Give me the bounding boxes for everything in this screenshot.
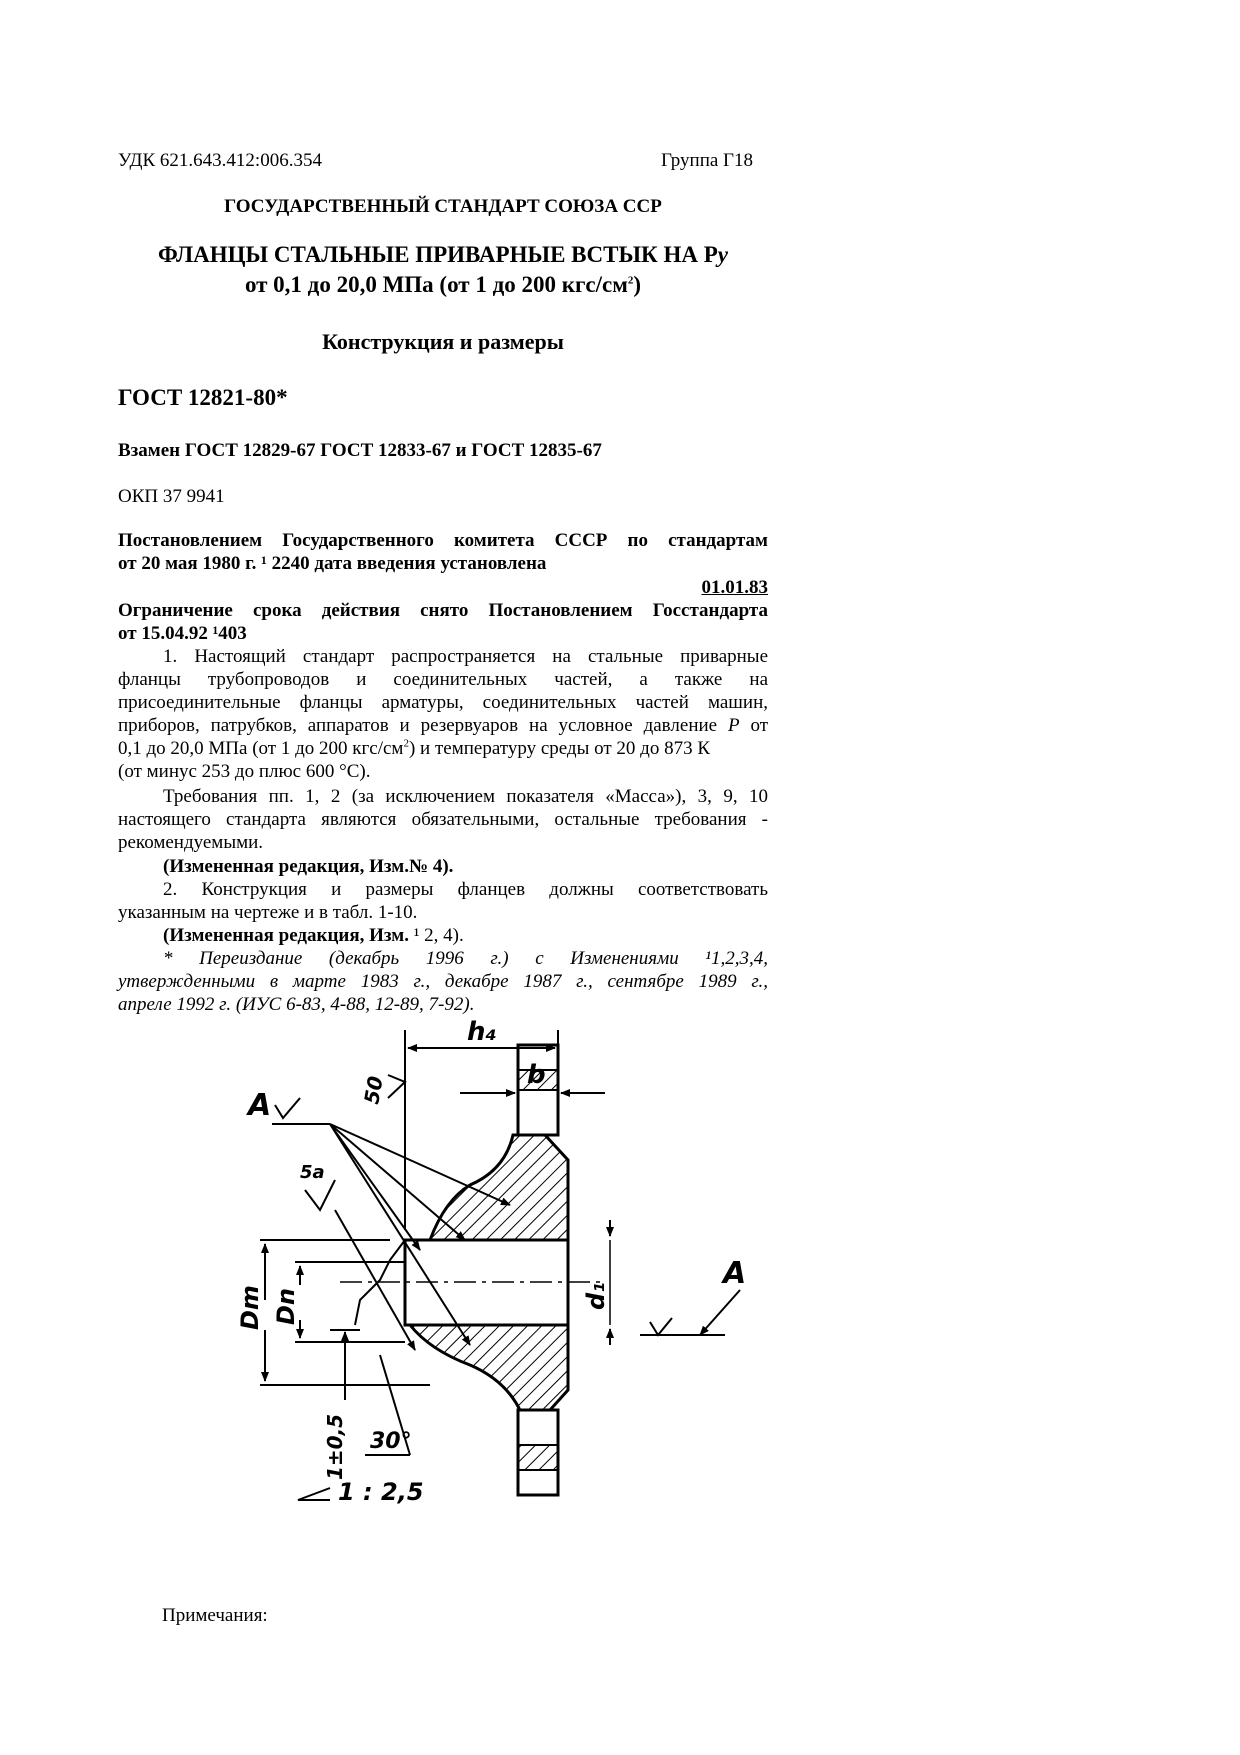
edit-note-2-bold: (Измененная редакция, Изм.: [163, 925, 409, 946]
flange-drawing: [230, 1020, 790, 1540]
title-pressure-subscript: у: [717, 242, 728, 267]
p2-line-1: Требования пп. 1, 2 (за исключением показателя «Масса»), 3, 9, 10: [163, 786, 768, 807]
okp-code: ОКП 37 9941: [118, 486, 225, 507]
datum-a-right: A: [723, 1256, 747, 1291]
p3-line-1: 2. Конструкция и размеры фланцев должны соответствовать: [163, 879, 768, 900]
title-superscript: 2: [627, 274, 634, 287]
label-angle: 30°: [370, 1429, 412, 1454]
title-text: ФЛАНЦЫ СТАЛЬНЫЕ ПРИВАРНЫЕ ВСТЫК НА Р: [158, 242, 718, 267]
p1-line-5: [118, 738, 710, 760]
p1-line-4-text: приборов, патрубков, аппаратов и резервуаров на условное давление: [118, 715, 718, 736]
gost-number: ГОСТ 12821-80*: [118, 385, 288, 410]
reprint-line-3: апреле 1992 г. (ИУС 6-83, 4-88, 12-89, 7-92).: [118, 994, 475, 1015]
p1-line-5-pre: 0,1 до 20,0 МПа (от 1 до 200 кгс/см: [118, 738, 404, 759]
p1-line-5-post: ) и температуру среды от 20 до 873 К: [408, 738, 711, 759]
title-close-paren: ): [633, 272, 642, 297]
p1-superscript: 2: [403, 737, 409, 750]
decree-line-1: Постановлением Государственного комитета СССР по стандартам: [118, 530, 768, 551]
datum-a-left: A: [248, 1088, 272, 1123]
p2-line-2: настоящего стандарта являются обязательными, остальные требования -: [118, 809, 768, 830]
limit-removed-line-2: от 15.04.92 ¹403: [118, 623, 247, 644]
replaces-standards: Взамен ГОСТ 12829-67 ГОСТ 12833-67 и ГОСТ 12835-67: [118, 440, 602, 461]
flange-section-lower: [410, 1325, 568, 1410]
limit-removed-line-1: Ограничение срока действия снято Постановлением Госстандарта: [118, 600, 768, 621]
p3-line-2: указанным на чертеже и в табл. 1-10.: [118, 902, 418, 923]
leader-2: [330, 1124, 465, 1240]
label-tolerance: 1±0,5: [323, 1413, 347, 1480]
roughness-left: 5a: [300, 1162, 325, 1183]
datum-a-right-mark: [650, 1318, 672, 1335]
p1-line-3: присоединительные фланцы арматуры, соединительных частей машин,: [118, 692, 768, 713]
label-h4: h₄: [467, 1020, 497, 1047]
document-title-line-1: [118, 242, 768, 268]
datum-a-left-mark: [275, 1098, 300, 1118]
decree-line-2: от 20 мая 1980 г. ¹ 2240 дата введения установлена: [118, 553, 547, 574]
label-d1: d₁: [582, 1282, 610, 1310]
label-dn: Dn: [272, 1287, 300, 1325]
label-dm: Dm: [236, 1285, 264, 1330]
notes-label: Примечания:: [162, 1605, 268, 1626]
leader-1: [330, 1124, 510, 1205]
label-taper: 1 : 2,5: [338, 1478, 424, 1506]
reprint-line-2: утвержденными в марте 1983 г., декабре 1987 г., сентябре 1989 г.,: [118, 971, 768, 992]
edit-note-2-rest: ¹ 2, 4).: [408, 925, 464, 946]
datum-a-right-leader: [700, 1290, 740, 1335]
leader-3: [330, 1124, 420, 1250]
p1-line-2: фланцы трубопроводов и соединительных частей, а также на: [118, 669, 768, 690]
pressure-symbol: Р: [727, 715, 740, 736]
reprint-line-1: * Переиздание (декабрь 1996 г.) с Изменениями ¹1,2,3,4,: [163, 948, 768, 969]
p1-line-4: [118, 715, 768, 737]
effective-date: 01.01.83: [701, 577, 768, 598]
edit-note-1: (Измененная редакция, Изм.№ 4).: [163, 856, 454, 877]
edit-note-2: [163, 925, 464, 947]
bolt-hatch-lower: [518, 1445, 558, 1470]
p1-line-1: 1. Настоящий стандарт распространяется на стальные приварные: [163, 646, 768, 667]
roughness-top-mark: [388, 1075, 405, 1098]
document-subtitle: Конструкция и размеры: [322, 329, 564, 354]
flange-section-upper: [430, 1135, 568, 1240]
udk-code: УДК 621.643.412:006.354: [118, 150, 322, 171]
roughness-top: 50: [359, 1074, 388, 1106]
roughness-left-mark: [305, 1180, 335, 1210]
document-title-line-2: [118, 272, 768, 298]
taper-symbol: [298, 1488, 330, 1500]
label-b: b: [527, 1060, 546, 1090]
p2-line-3: рекомендуемыми.: [118, 832, 264, 853]
p1-line-4-end: от: [739, 715, 768, 736]
state-standard-heading: ГОСУДАРСТВЕННЫЙ СТАНДАРТ СОЮЗА ССР: [224, 196, 662, 217]
title-range-text: от 0,1 до 20,0 МПа (от 1 до 200 кгс/см: [244, 272, 628, 297]
p1-line-6: (от минус 253 до плюс 600 °С).: [118, 761, 371, 782]
group-code: Группа Г18: [661, 150, 754, 171]
